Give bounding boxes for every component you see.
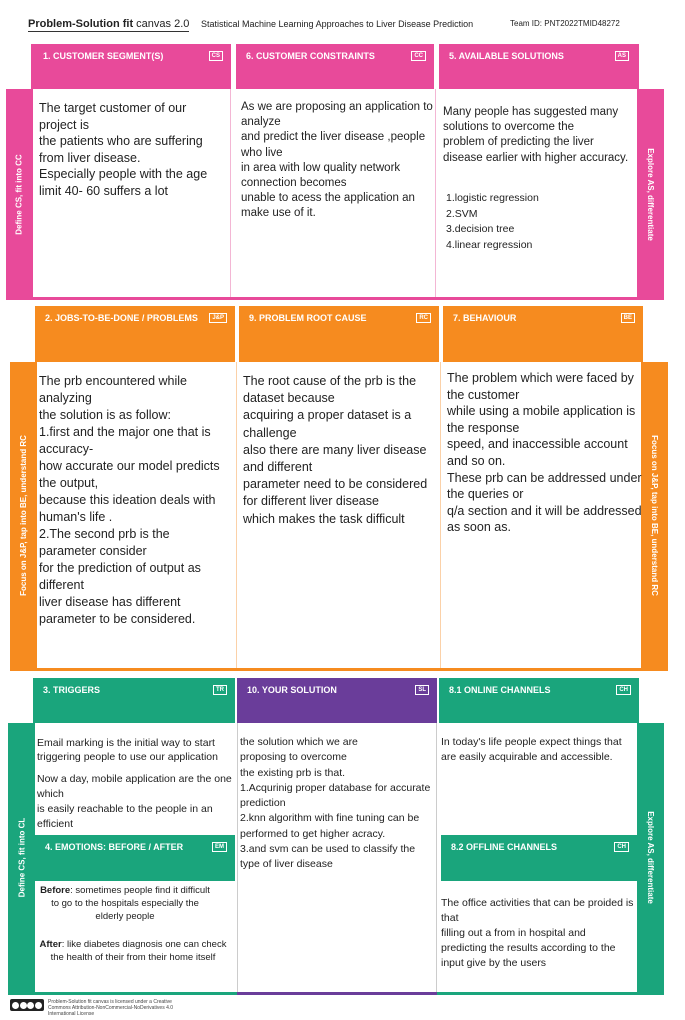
canvas-title <box>28 18 189 32</box>
text-jobs-to-be-done: The prb encountered while analyzing the solution is as follow: 1.first and the major one that is accuracy- how accurate our model predicts the output, because this ideation deals with human's life . 2.The second prb is the parameter consider for the prediction of output as different liver disease has different parameter to be considered. <box>39 374 220 626</box>
text-problem-root-cause: The root cause of the prb is the dataset because acquiring a proper dataset is a challenge also there are many liver disease and different parameter need to be considered for different liver disease which makes the task difficult <box>243 374 428 526</box>
code-em: EM <box>212 842 227 852</box>
title-emotions: 4. EMOTIONS: BEFORE / AFTER <box>45 842 184 852</box>
side-label-jp-rc-left-text: Focus on J&P, tap into BE, understand RC <box>19 434 29 596</box>
band-teal-bottom-right <box>437 992 664 995</box>
header-offline-channels <box>441 835 637 881</box>
canvas-version: canvas 2.0 <box>133 18 190 30</box>
side-label-jp-rc-right-text: Focus on J&P, tap into BE, understand RC <box>650 434 660 596</box>
header-online-channels <box>439 678 639 723</box>
divider <box>235 306 239 362</box>
code-sl: SL <box>415 685 429 695</box>
header-your-solution <box>237 678 437 723</box>
side-label-cs-cl <box>8 723 35 992</box>
text-after: : like diabetes diagnosis one can check the health of their from their home itself <box>50 939 227 963</box>
list-available-solutions: 1.logistic regression 2.SVM 3.decision tree 4.linear regression <box>446 192 539 251</box>
code-be: BE <box>621 313 635 323</box>
team-id: Team ID: PNT2022TMID48272 <box>510 19 620 28</box>
title-online-channels: 8.1 ONLINE CHANNELS <box>449 685 551 695</box>
band-teal-bottom <box>8 992 237 995</box>
text-emotions-before <box>40 884 210 923</box>
text-behaviour: The problem which were faced by the customer while using a mobile application is the response speed, and inaccessible account and so on. These prb can be addressed under the queries or q/a section and it will be addressed as soon as. <box>447 371 642 535</box>
divider <box>231 44 236 89</box>
code-cs: CS <box>209 51 223 61</box>
text-available-solutions: Many people has suggested many solutions to overcome the problem of predicting the liver disease earlier with higher accuracy. <box>443 106 629 164</box>
title-available-solutions: 5. AVAILABLE SOLUTIONS <box>449 51 564 61</box>
canvas-title-main: Problem-Solution fit <box>28 18 134 30</box>
header-emotions <box>35 835 235 881</box>
title-your-solution: 10. YOUR SOLUTION <box>247 685 337 695</box>
band-purple-bottom <box>237 992 437 995</box>
title-behaviour: 7. BEHAVIOUR <box>453 313 517 323</box>
label-before: Before <box>40 885 71 896</box>
code-jp: J&P <box>209 313 227 323</box>
text-online-channels: In today's life people expect things that are easily acquirable and accessible. <box>441 736 622 763</box>
title-problem-root-cause: 9. PROBLEM ROOT CAUSE <box>249 313 367 323</box>
band-pink-bottom <box>6 297 664 300</box>
code-tr: TR <box>213 685 227 695</box>
side-label-as-diff-1-text: Explore AS, differentiate <box>646 147 655 241</box>
text-before: : sometimes people find it difficult to go to the hospitals especially the elderly people <box>51 885 210 922</box>
side-label-jp-rc-left <box>10 362 37 668</box>
text-customer-constraints: As we are proposing an application to analyze and predict the liver disease ,people who live in area with low quality network connection becomes unable to acess the application an make use of it. <box>241 101 433 220</box>
text-triggers-2: Now a day, mobile application are the one which is easily reachable to the people in an efficient <box>37 773 232 830</box>
license-text: Problem-Solution fit canvas is licensed under a Creative Commons Attribution-NonCommercial-NoDerivatives 4.0 International License <box>48 999 174 1017</box>
header-customer-constraints <box>236 44 434 89</box>
side-label-as-diff-2 <box>637 723 664 992</box>
title-triggers: 3. TRIGGERS <box>43 685 101 695</box>
text-triggers: Email marking is the initial way to start triggering people to use our application <box>37 737 218 763</box>
header-available-solutions <box>439 44 637 89</box>
text-emotions-after <box>35 938 231 964</box>
side-label-jp-rc-right <box>641 362 668 668</box>
divider <box>434 44 439 89</box>
code-cc: CC <box>411 51 426 61</box>
title-jobs-to-be-done: 2. JOBS-TO-BE-DONE / PROBLEMS <box>45 313 198 323</box>
side-label-as-diff-1 <box>637 89 664 299</box>
text-offline-channels: The office activities that can be proided is that filling out a from in hospital and predicting the results according to the input give by the users <box>441 897 634 969</box>
header-jobs-to-be-done <box>35 306 235 362</box>
header-triggers <box>33 678 235 723</box>
side-label-cs-cl-text: Define CS, fit into CL <box>17 817 26 898</box>
divider <box>439 306 443 362</box>
code-ch-offline: CH <box>614 842 629 852</box>
text-customer-segments: The target customer of our project is the patients who are suffering from liver disease. Especially people with the age limit 40- 60 suffers a lot <box>39 101 208 198</box>
label-after: After <box>39 939 62 950</box>
text-your-solution: the solution which we are proposing to overcome the existing prb is that. 1.Acqurinig proper database for accurate prediction 2.knn algorithm with fine tuning can be performed to get higher acracy. 3.and svm can be used to classify the type of liver disease <box>240 736 431 871</box>
title-customer-segments: 1. CUSTOMER SEGMENT(S) <box>43 51 164 61</box>
title-offline-channels: 8.2 OFFLINE CHANNELS <box>451 842 558 852</box>
side-label-cs-cc-text: Define CS, fit into CC <box>15 153 25 235</box>
project-title: Statistical Machine Learning Approaches to Liver Disease Prediction <box>201 19 474 29</box>
header-problem-root-cause <box>239 306 439 362</box>
cc-license-icon <box>10 999 44 1011</box>
header-customer-segments <box>33 44 231 89</box>
header-behaviour <box>443 306 643 362</box>
title-customer-constraints: 6. CUSTOMER CONSTRAINTS <box>246 51 375 61</box>
side-label-as-diff-2-text: Explore AS, differentiate <box>646 811 655 904</box>
code-as: AS <box>615 51 629 61</box>
band-orange-bottom <box>10 668 668 671</box>
code-rc: RC <box>416 313 431 323</box>
side-label-cs-cc <box>6 89 33 299</box>
code-ch-online: CH <box>616 685 631 695</box>
